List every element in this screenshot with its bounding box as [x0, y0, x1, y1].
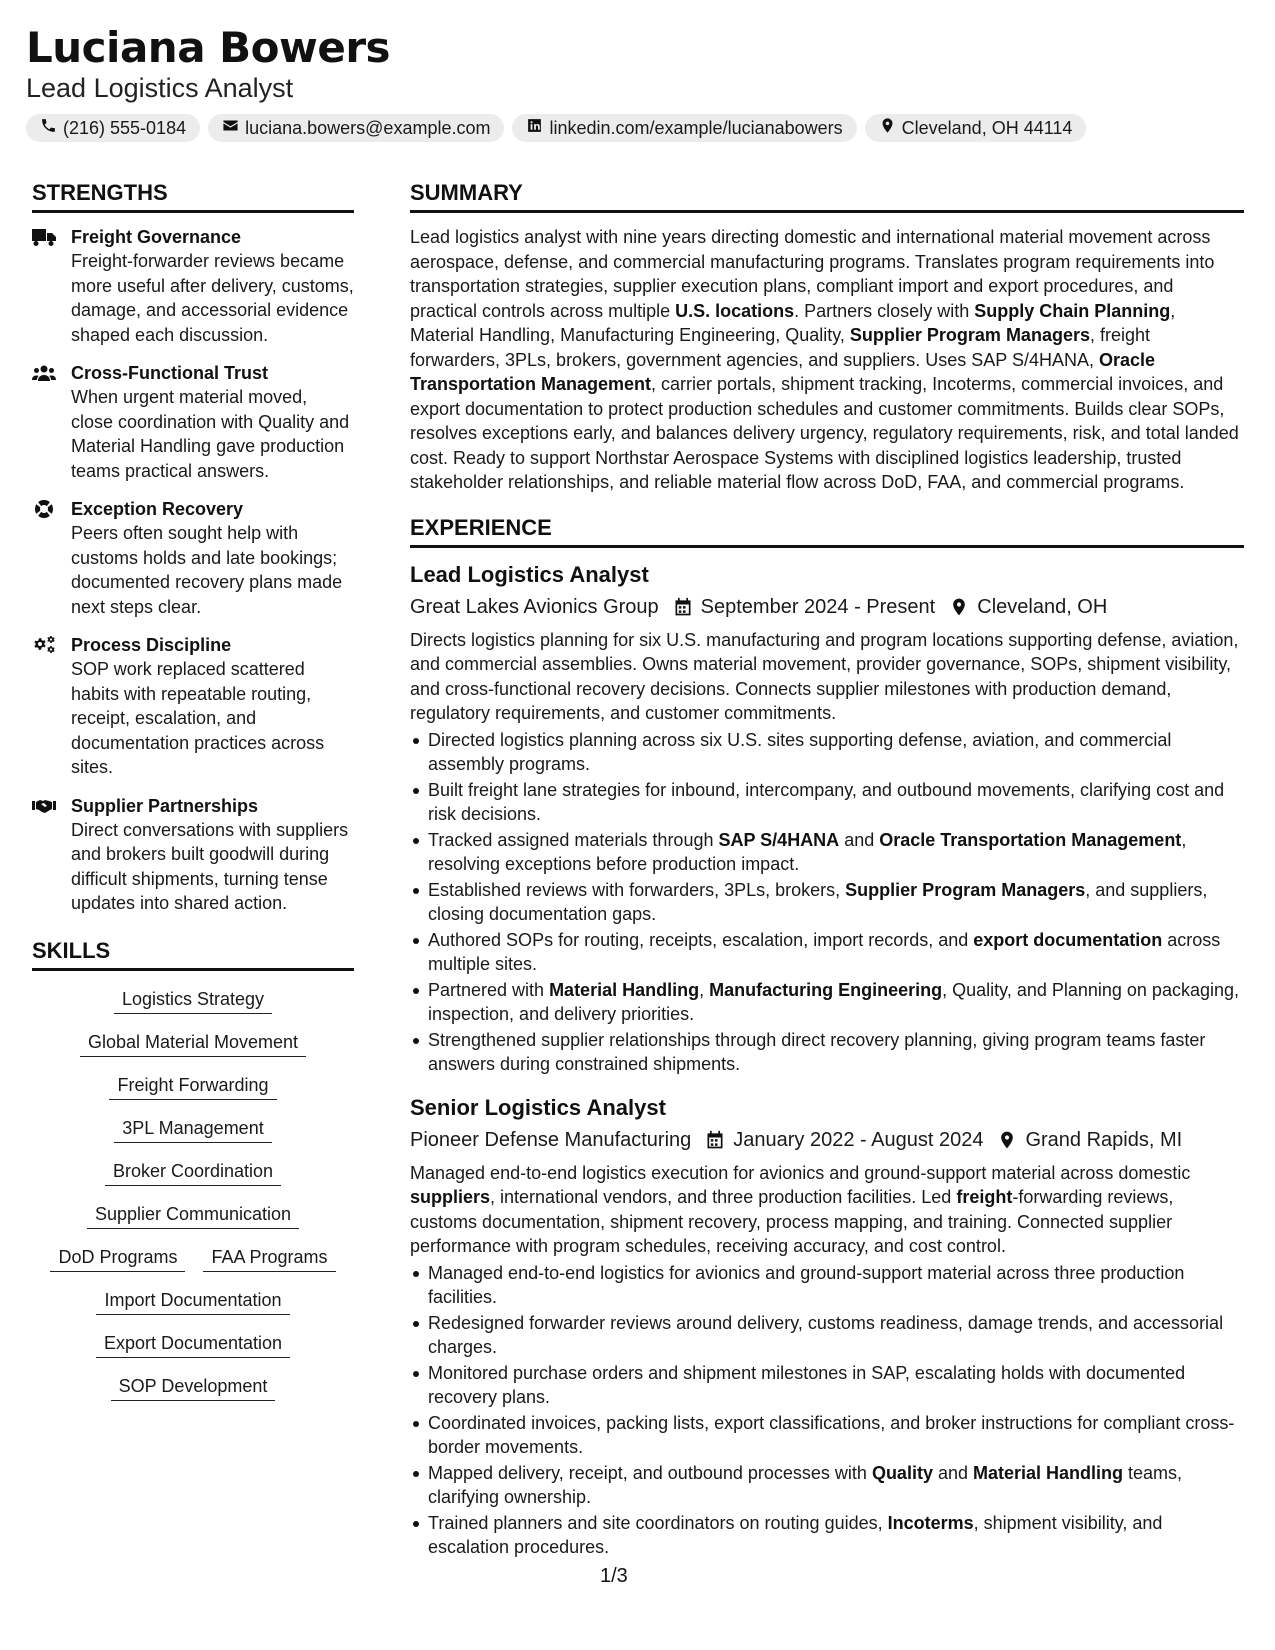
text-run: , Material Handling, Manufacturing Engineering, Quality, [410, 300, 1176, 345]
candidate-title: Lead Logistics Analyst [26, 73, 294, 103]
job-bullet [410, 1311, 1244, 1360]
contact-bar [26, 114, 1246, 142]
text-run: Directed logistics planning across six U.S. sites supporting defense, aviation, and commercial assembly programs. [428, 729, 1172, 774]
skill-tag: FAA Programs [203, 1245, 335, 1272]
text-run: , carrier portals, shipment tracking, Incoterms, commercial invoices, and export documentation to protect production schedules and customer commitments. Builds clear SOPs, resolves exceptions early, and balances delivery urgency, regulatory requirements, risk, and total landed cost. Ready to support Northstar Aerospace Systems with disciplined logistics leadership, trusted stakeholder relationships, and reliable material flow across DoD, FAA, and commercial programs. [410, 374, 1239, 492]
contact-linkedin-text: linkedin.com/example/lucianabowers [549, 117, 843, 138]
job-bullet [410, 1261, 1244, 1310]
strength-desc: Direct conversations with suppliers and brokers built goodwill during difficult shipments, turning tense updates into shared action. [71, 819, 349, 913]
skill-tag: Supplier Communication [87, 1202, 299, 1229]
location-pin-icon [879, 117, 896, 139]
text-run: and [839, 829, 880, 850]
job-bullet [410, 978, 1244, 1027]
bold-text: Quality [871, 1462, 933, 1483]
strengths-heading: STRENGTHS [32, 178, 354, 213]
bold-text: Supplier Program Managers [849, 325, 1090, 345]
calendar-icon [705, 1130, 725, 1150]
strength-title: Process Discipline [71, 635, 232, 655]
job-dates: September 2024 - Present [700, 595, 936, 618]
strength-desc: Freight-forwarder reviews became more useful after delivery, customs, damage, and accessorial evidence shaped each discussion. [71, 251, 354, 345]
contact-location [865, 114, 1087, 142]
text-run: Authored SOPs for routing, receipts, escalation, import records, and [428, 929, 974, 950]
phone-icon [40, 117, 57, 139]
resume-header [26, 22, 1246, 142]
skills-list [32, 983, 354, 1401]
job-bullet [410, 1461, 1244, 1510]
location-pin-icon [997, 1130, 1017, 1150]
text-run: , shipment visibility, and escalation procedures. [428, 1512, 1163, 1557]
bold-text: suppliers [410, 1187, 491, 1207]
job-entry [410, 560, 1244, 1077]
bold-text: Material Handling [549, 979, 700, 1000]
job-location: Cleveland, OH [977, 595, 1108, 618]
text-run: across multiple sites. [428, 929, 1221, 974]
job-title: Lead Logistics Analyst [410, 561, 649, 587]
skill-tag: Import Documentation [96, 1288, 289, 1315]
job-bullets [410, 1261, 1244, 1560]
skill-tag: Logistics Strategy [114, 987, 272, 1014]
text-run: , international vendors, and three production facilities. Led [490, 1187, 957, 1207]
bold-text: U.S. locations [675, 300, 795, 321]
text-run: Built freight lane strategies for inbound, intercompany, and outbound movements, clarifying cost and risk decisions. [428, 779, 1225, 824]
strength-desc: When urgent material moved, close coordination with Quality and Material Handling gave production teams practical answers. [71, 387, 350, 481]
bold-text: Supply Chain Planning [974, 300, 1171, 321]
handshake-icon [32, 797, 56, 815]
job-company: Pioneer Defense Manufacturing [410, 1128, 692, 1151]
text-run: , freight forwarders, 3PLs, brokers, government agencies, and suppliers. Uses SAP S/4HANA, [410, 325, 1151, 370]
bold-text: Oracle Transportation Management [410, 349, 1156, 394]
calendar-icon [673, 597, 693, 617]
text-run: Strengthened supplier relationships through direct recovery planning, giving program teams faster answers during constrained shipments. [428, 1029, 1206, 1074]
text-run: Redesigned forwarder reviews around delivery, customs readiness, damage trends, and accessorial charges. [428, 1312, 1224, 1357]
job-company: Great Lakes Avionics Group [410, 595, 659, 618]
location-pin-icon [949, 597, 969, 617]
skill-tag: Broker Coordination [105, 1159, 281, 1186]
text-run: Lead logistics analyst with nine years directing domestic and international material movement across aerospace, defense, and commercial manufacturing programs. Translates program requirements into transportation strategies, supplier execution plans, compliant import and export procedures, and practical controls across multiple [410, 227, 1215, 321]
skill-tag: Global Material Movement [80, 1030, 306, 1057]
job-location: Grand Rapids, MI [1025, 1128, 1183, 1151]
bold-text: SAP S/4HANA [718, 829, 840, 850]
candidate-name: Luciana Bowers [26, 23, 391, 72]
contact-phone[interactable] [26, 114, 200, 142]
text-run: , Quality, and Planning on packaging, inspection, and delivery priorities. [428, 979, 1239, 1024]
truck-icon [32, 228, 56, 246]
text-run: Coordinated invoices, packing lists, export classifications, and broker instructions for compliant cross-border movements. [428, 1412, 1235, 1457]
job-meta [410, 592, 1244, 622]
bold-text: Material Handling [973, 1462, 1124, 1483]
strength-title: Supplier Partnerships [71, 795, 259, 816]
envelope-icon [222, 117, 239, 139]
summary-heading: SUMMARY [410, 178, 1244, 213]
text-run: Established reviews with forwarders, 3PLs, brokers, [428, 879, 846, 900]
skill-tag: 3PL Management [114, 1116, 271, 1143]
job-description [410, 1161, 1244, 1259]
job-bullets [410, 728, 1244, 1077]
contact-location-text: Cleveland, OH 44114 [901, 117, 1073, 138]
strength-title: Freight Governance [71, 227, 242, 247]
text-run: . Partners closely with [794, 300, 975, 321]
bold-text: Manufacturing Engineering [709, 979, 943, 1000]
skill-tag: SOP Development [111, 1374, 276, 1401]
left-column [32, 178, 354, 1401]
job-description [410, 628, 1244, 726]
text-run: , and suppliers, closing documentation gaps. [428, 879, 1208, 924]
job-bullet [410, 878, 1244, 927]
text-run: and [932, 1462, 973, 1483]
strength-item [32, 794, 354, 916]
skill-tag: Freight Forwarding [109, 1073, 276, 1100]
gears-icon [32, 636, 56, 654]
skill-tag: DoD Programs [50, 1245, 185, 1272]
job-title: Senior Logistics Analyst [410, 1094, 666, 1120]
text-run: , resolving exceptions before production impact. [428, 829, 1187, 874]
job-bullet [410, 1361, 1244, 1410]
bold-text: freight [956, 1187, 1013, 1207]
text-run: Trained planners and site coordinators on routing guides, [428, 1512, 888, 1533]
job-dates: January 2022 - August 2024 [733, 1128, 984, 1151]
job-bullet [410, 1511, 1244, 1560]
linkedin-icon [526, 117, 543, 139]
contact-email-text: luciana.bowers@example.com [245, 117, 491, 138]
right-column [410, 178, 1244, 1576]
strength-item [32, 361, 354, 483]
skills-heading: SKILLS [32, 936, 354, 971]
summary-text [410, 225, 1244, 495]
strength-item [32, 633, 354, 780]
strength-item [32, 497, 354, 619]
job-meta [410, 1125, 1244, 1155]
text-run: -forwarding reviews, customs documentation, shipment recovery, process mapping, and training. Connected supplier performance with program schedules, receiving accuracy, and cost control. [410, 1187, 1174, 1256]
bold-text: Supplier Program Managers [845, 879, 1086, 900]
job-bullet [410, 728, 1244, 777]
bold-text: Oracle Transportation Management [879, 829, 1182, 850]
users-icon [32, 364, 56, 382]
text-run: Monitored purchase orders and shipment milestones in SAP, escalating holds with documented recovery plans. [428, 1362, 1186, 1407]
text-run: , [699, 979, 710, 1000]
strength-desc: SOP work replaced scattered habits with repeatable routing, receipt, escalation, and documentation practices across sites. [71, 659, 325, 777]
text-run: Managed end-to-end logistics for avionics and ground-support material across three production facilities. [428, 1262, 1185, 1307]
text-run: teams, clarifying ownership. [428, 1462, 1183, 1507]
text-run: Mapped delivery, receipt, and outbound processes with [428, 1462, 872, 1483]
bold-text: export documentation [973, 929, 1163, 950]
contact-phone-text: (216) 555-0184 [63, 117, 187, 138]
strength-title: Exception Recovery [71, 499, 244, 519]
strength-item [32, 225, 354, 347]
life-ring-icon [32, 500, 56, 518]
job-entry [410, 1093, 1244, 1560]
contact-email[interactable] [208, 114, 504, 142]
text-run: Managed end-to-end logistics execution for avionics and ground-support material across domestic [410, 1162, 1191, 1183]
experience-heading: EXPERIENCE [410, 513, 1244, 548]
strength-desc: Peers often sought help with customs holds and late bookings; documented recovery plans made next steps clear. [71, 523, 343, 617]
skill-tag: Export Documentation [96, 1331, 290, 1358]
page-number: 1/3 [600, 1565, 628, 1587]
job-bullet [410, 828, 1244, 877]
text-run: Tracked assigned materials through [428, 829, 719, 850]
text-run: Partnered with [428, 979, 550, 1000]
strength-title: Cross-Functional Trust [71, 363, 269, 383]
job-bullet [410, 1028, 1244, 1077]
text-run: Directs logistics planning for six U.S. manufacturing and program locations supporting defense, aviation, and commercial assemblies. Owns material movement, provider governance, SOPs, shipment visibility, and cross-functional recovery decisions. Connects supplier milestones with production demand, regulatory requirements, and customer commitments. [410, 629, 1239, 723]
bold-text: Incoterms [887, 1512, 974, 1533]
job-bullet [410, 778, 1244, 827]
contact-linkedin[interactable] [512, 114, 856, 142]
job-bullet [410, 1411, 1244, 1460]
job-bullet [410, 928, 1244, 977]
